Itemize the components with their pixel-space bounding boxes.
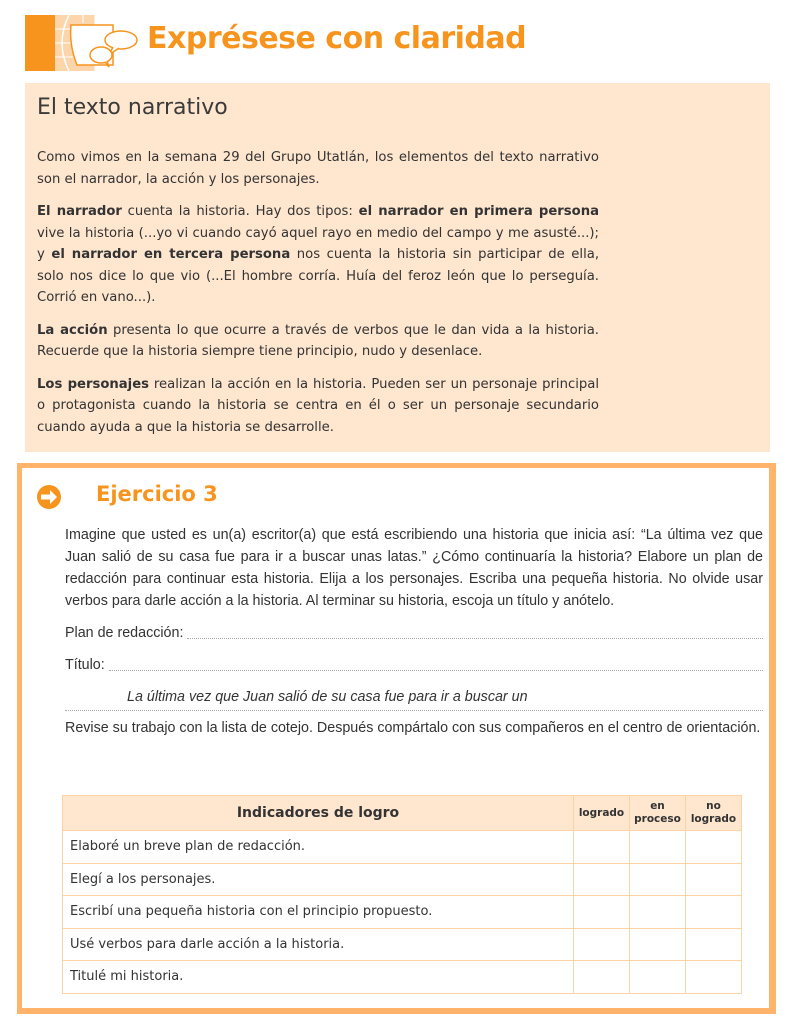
plan-field[interactable]: [65, 622, 763, 644]
paragraph-text: realizan la acción en la historia. Pueden ser un personaje principal o protagonista cuando la historia se centra en él o ser un personaje secundario cuando ayuda a que la historia se desarrolle.: [37, 376, 599, 435]
header-in-process: [630, 796, 686, 831]
header-text: logrado: [690, 813, 737, 825]
theory-body: [37, 147, 599, 449]
title-field[interactable]: [65, 654, 763, 676]
exercise-box: [17, 463, 776, 1014]
not-achieved-cell[interactable]: [686, 928, 742, 961]
achieved-cell[interactable]: [574, 961, 630, 994]
term-bold: el narrador en primera persona: [358, 204, 599, 219]
exercise-body: [65, 524, 763, 739]
not-achieved-cell[interactable]: [686, 863, 742, 896]
title-label: Título:: [65, 657, 105, 673]
table-row: [63, 863, 742, 896]
not-achieved-cell[interactable]: [686, 961, 742, 994]
theory-panel: [25, 83, 770, 452]
achieved-cell[interactable]: [574, 863, 630, 896]
theory-paragraph: [37, 374, 599, 439]
exercise-title: Ejercicio 3: [96, 482, 218, 506]
paragraph-text: presenta lo que ocurre a través de verbos que le dan vida a la historia. Recuerde que la historia siempre tiene principio, nudo y desenlace.: [37, 322, 599, 359]
term-bold: Los personajes: [37, 376, 149, 392]
theory-heading: El texto narrativo: [37, 95, 228, 120]
in-process-cell[interactable]: [630, 831, 686, 864]
page-title: Exprésese con claridad: [147, 21, 527, 56]
paragraph-text: vive la historia (...yo vi cuando cayó aquel rayo en medio del campo y me asusté...); y: [37, 225, 599, 262]
header-text: proceso: [634, 813, 681, 825]
in-process-cell[interactable]: [630, 863, 686, 896]
header-text: en: [650, 800, 665, 812]
theory-paragraph: [37, 147, 599, 190]
in-process-cell[interactable]: [630, 928, 686, 961]
term-bold: La acción: [37, 322, 108, 338]
paragraph-text: nos cuenta la historia sin participar de ella, solo nos dice lo que vio (...El hombre corría. Huía del feroz león que lo perseguía. Corrió en vano...).: [37, 247, 600, 305]
page-header: [25, 15, 765, 71]
table-row: [63, 896, 742, 929]
achieved-cell[interactable]: [574, 896, 630, 929]
title-input-line[interactable]: [109, 670, 763, 671]
table-row: [63, 928, 742, 961]
indicator-cell: Usé verbos para darle acción a la historia.: [63, 928, 574, 961]
not-achieved-cell[interactable]: [686, 831, 742, 864]
paragraph-text: cuenta la historia. Hay dos tipos:: [121, 204, 359, 219]
header-not-achieved: [686, 796, 742, 831]
theory-paragraph: [37, 320, 599, 363]
indicator-cell: Elaboré un breve plan de redacción.: [63, 831, 574, 864]
plan-label: Plan de redacción:: [65, 625, 184, 641]
story-start-line[interactable]: La última vez que Juan salió de su casa fue para ir a buscar un: [65, 686, 763, 711]
not-achieved-cell[interactable]: [686, 896, 742, 929]
theory-paragraph: [37, 201, 599, 309]
table-row: [63, 961, 742, 994]
exercise-instructions: Imagine que usted es un(a) escritor(a) que está escribiendo una historia que inicia así: “La última vez que Juan salió de su casa fue para ir a buscar unas latas.” ¿Cómo continuaría la historia? Elabore un plan de redacción para continuar esta historia. Elija a los personajes. Escriba una pequeña historia. No olvide usar verbos para darle acción a la historia. Al terminar su historia, escoja un título y anótelo.: [65, 527, 763, 609]
checklist-table: [62, 795, 742, 994]
term-bold: el narrador en tercera persona: [51, 247, 291, 262]
paragraph-text: Como vimos en la semana 29 del Grupo Utatlán, los elementos del texto narrativo son el narrador, la acción y los personajes.: [37, 150, 599, 187]
plan-input-line[interactable]: [187, 638, 763, 639]
checklist-header-row: [63, 796, 742, 831]
header-text: no: [706, 800, 721, 812]
indicator-cell: Titulé mi historia.: [63, 961, 574, 994]
in-process-cell[interactable]: [630, 896, 686, 929]
arrow-right-circle-icon: [36, 484, 62, 510]
indicator-cell: Elegí a los personajes.: [63, 863, 574, 896]
header-indicators: Indicadores de logro: [63, 796, 574, 831]
in-process-cell[interactable]: [630, 961, 686, 994]
indicator-cell: Escribí una pequeña historia con el principio propuesto.: [63, 896, 574, 929]
table-row: [63, 831, 742, 864]
achieved-cell[interactable]: [574, 928, 630, 961]
review-instructions: Revise su trabajo con la lista de cotejo. Después compártalo con sus compañeros en el centro de orientación.: [65, 720, 761, 736]
term-bold: El narrador: [37, 204, 122, 219]
header-achieved: logrado: [574, 796, 630, 831]
globe-speech-bubbles-icon: [25, 15, 145, 71]
achieved-cell[interactable]: [574, 831, 630, 864]
